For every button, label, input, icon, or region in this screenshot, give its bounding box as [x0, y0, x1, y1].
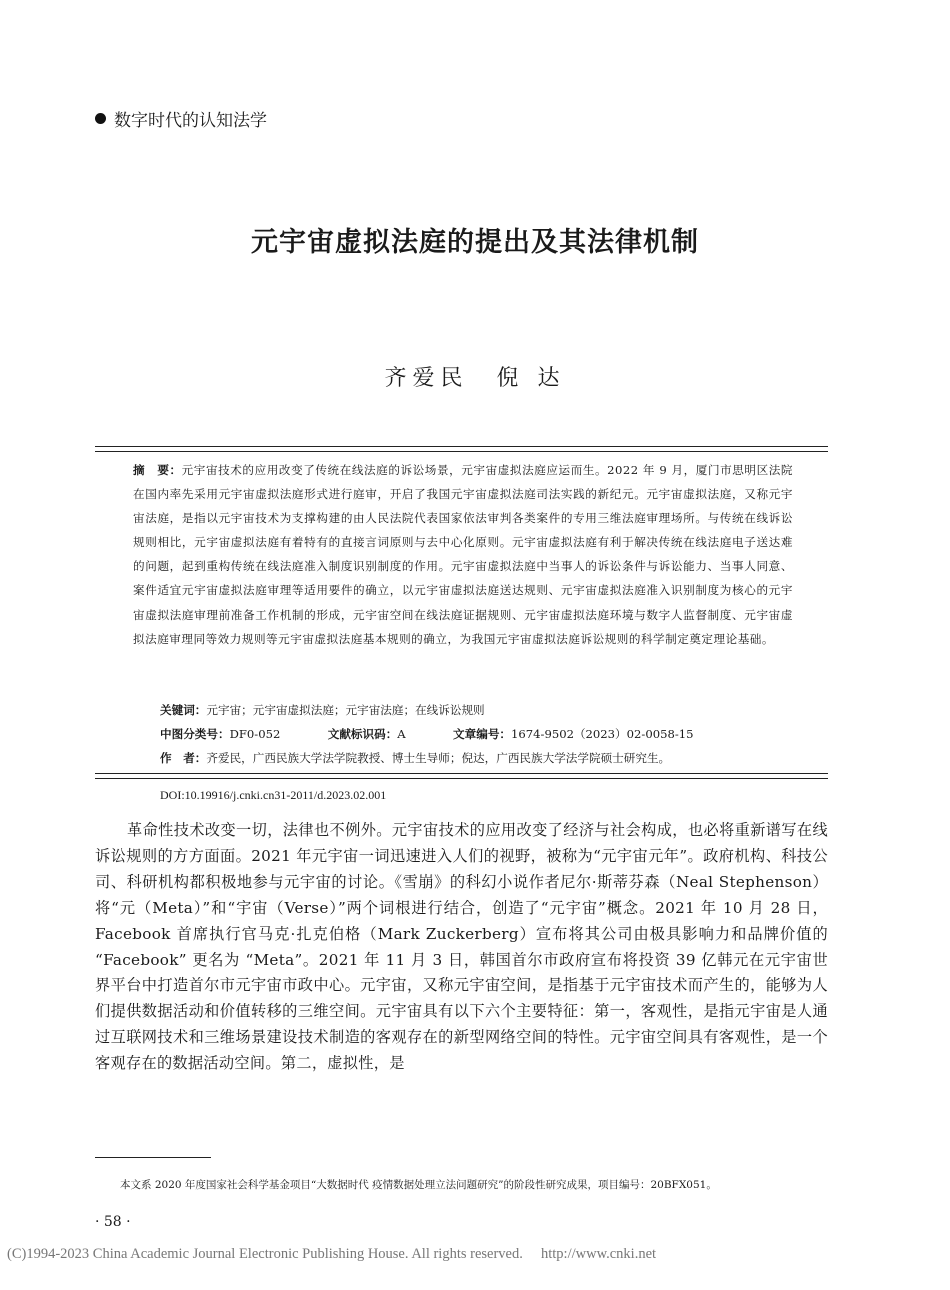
body-paragraph: 革命性技术改变一切，法律也不例外。元宇宙技术的应用改变了经济与社会构成，也必将重新谱写在线诉讼规则的方方面面。2021 年元宇宙一词迅速进入人们的视野，被称为“元宇宙元年”。政府机构、科技公司、科研机构都积极地参与元宇宙的讨论。《雪崩》的科幻小说作者尼尔·斯蒂芬森（Neal Stephenson）将“元（Meta）”和“宇宙（Verse）”两个词根进行结合，创造了“元宇宙”概念。2021 年 10 月 28 日，Facebook 首席执行官马克·扎克伯格（Mark Zuckerberg）宣布将其公司由极具影响力和品牌价值的 “Facebook” 更名为 “Meta”。2021 年 11 月 3 日，韩国首尔市政府宣布将投资 39 亿韩元在元宇宙世界平台中打造首尔市元宇宙市政中心。元宇宙，又称元宇宙空间，是指基于元宇宙技术而产生的，能够为人们提供数据活动和价值转移的三维空间。元宇宙具有以下六个主要特征：第一，客观性，是指元宇宙是人通过互联网技术和三维场景建设技术制造的客观存在的新型网络空间的特性。元宇宙空间具有客观性，是一个客观存在的数据活动空间。第二，虚拟性，是 [95, 821, 828, 1073]
abstract [133, 458, 793, 651]
classification-line [160, 726, 694, 742]
abstract-text: 元宇宙技术的应用改变了传统在线法庭的诉讼场景，元宇宙虚拟法庭应运而生。2022 年 9 月，厦门市思明区法院在国内率先采用元宇宙虚拟法庭形式进行庭审，开启了我国元宇宙虚拟法庭司法实践的新纪元。元宇宙虚拟法庭，又称元宇宙法庭，是指以元宇宙技术为支撑构建的由人民法院代表国家依法审判各类案件的专用三维法庭审理场所。与传统在线诉讼规则相比，元宇宙虚拟法庭有着特有的直接言词原则与去中心化原则。元宇宙虚拟法庭有利于解决传统在线法庭电子送达难的问题，起到重构传统在线法庭准入制度识别制度的作用。元宇宙虚拟法庭中当事人的诉讼条件与诉讼能力、当事人同意、案件适宜元宇宙虚拟法庭审理等适用要件的确立，以元宇宙虚拟法庭送达规则、元宇宙虚拟法庭准入识别制度为核心的元宇宙虚拟法庭审理前准备工作机制的形成，元宇宙空间在线法庭证据规则、元宇宙虚拟法庭环境与数字人监督制度、元宇宙虚拟法庭审理同等效力规则等元宇宙虚拟法庭基本规则的确立，为我国元宇宙虚拟法庭诉讼规则的科学制定奠定理论基础。 [133, 463, 793, 646]
top-rule-1 [95, 446, 828, 447]
article-number-label: 文章编号： [453, 727, 512, 741]
clc-value: DF0-052 [229, 727, 281, 741]
author-info-label: 作 者： [160, 751, 207, 765]
doc-code-value: A [397, 727, 406, 741]
top-rule-2 [95, 451, 828, 452]
page-number: · 58 · [95, 1214, 131, 1230]
footnote-rule [95, 1157, 211, 1158]
bullet-icon [95, 113, 106, 124]
article-title: 元宇宙虚拟法庭的提出及其法律机制 [251, 227, 699, 258]
keywords [160, 702, 485, 718]
keywords-text: 元宇宙；元宇宙虚拟法庭；元宇宙法庭；在线诉讼规则 [206, 703, 485, 717]
bottom-rule-1 [95, 773, 828, 774]
doc-code-label: 文献标识码： [327, 727, 398, 741]
keywords-label: 关键词： [160, 703, 207, 717]
doi: DOI:10.19916/j.cnki.cn31-2011/d.2023.02.001 [160, 788, 387, 802]
clc-label: 中图分类号： [160, 727, 230, 741]
article-number-value: 1674-9502（2023）02-0058-15 [511, 727, 694, 741]
abstract-label: 摘 要： [133, 463, 182, 477]
footnote: 本文系 2020 年度国家社会科学基金项目“大数据时代 疫情数据处理立法问题研究”的阶段性研究成果，项目编号：20BFX051。 [120, 1179, 717, 1191]
section-label-text: 数字时代的认知法学 [114, 111, 267, 131]
authors: 齐爱民 倪 达 [384, 366, 566, 391]
author-info-text: 齐爱民，广西民族大学法学院教授、博士生导师；倪达，广西民族大学法学院硕士研究生。 [206, 751, 671, 765]
author-info [160, 750, 670, 766]
copyright: (C)1994-2023 China Academic Journal Electronic Publishing House. All rights reserved. http://www.cnki.net [7, 1246, 657, 1262]
section-label [95, 106, 267, 131]
bottom-rule-2 [95, 778, 828, 779]
